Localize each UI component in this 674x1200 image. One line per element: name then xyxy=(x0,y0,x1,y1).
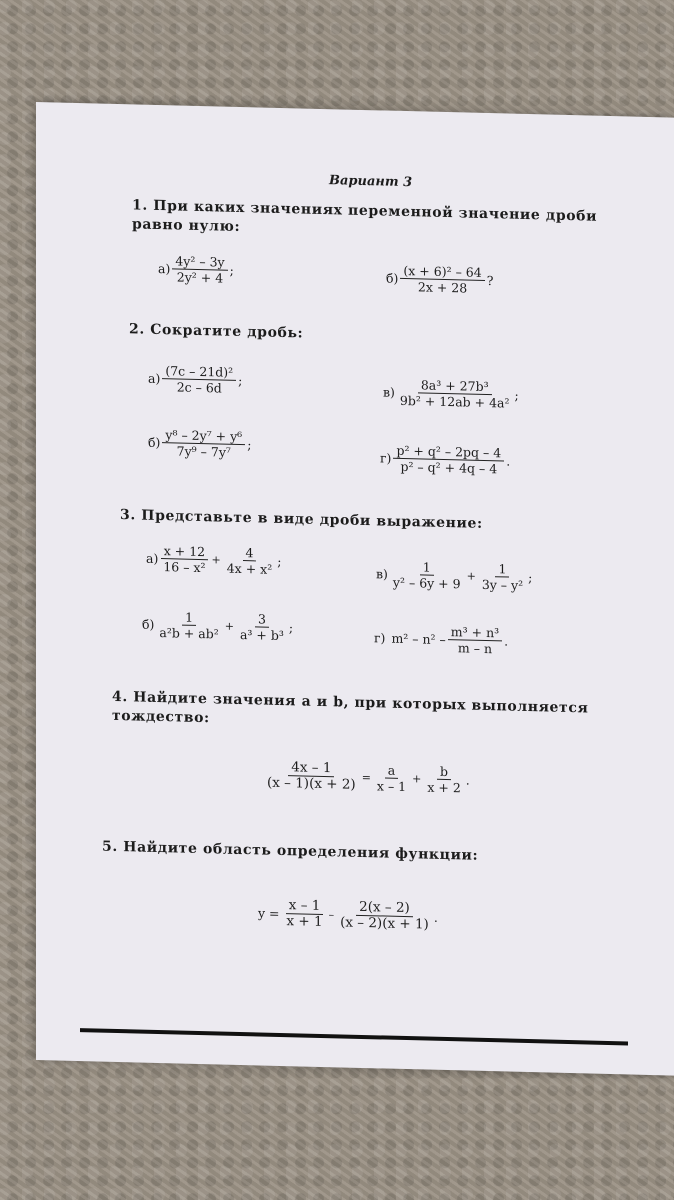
task-3v-operator: + xyxy=(466,569,476,583)
task-1b-end: ? xyxy=(486,273,494,289)
task-3b xyxy=(142,609,293,644)
task-2b-end: ; xyxy=(247,437,252,453)
task-1b xyxy=(386,263,493,297)
task-2a-end: ; xyxy=(238,372,243,389)
task-3a-numerator-2: 4 xyxy=(243,545,257,561)
task-3g-numerator: m³ + n³ xyxy=(448,624,502,641)
task-2a-label: а) xyxy=(148,370,161,387)
task-3v xyxy=(376,558,532,593)
task-4-fraction-2 xyxy=(374,762,409,794)
task-4-denominator-1: (x – 1)(x + 2) xyxy=(267,774,356,793)
task-4-numerator-2: a xyxy=(385,763,398,779)
task-3b-numerator-2: 3 xyxy=(255,611,269,627)
task-3v-end: ; xyxy=(528,570,533,586)
variant-title: Вариант 3 xyxy=(329,173,413,191)
task-2v-fraction xyxy=(397,377,513,411)
task-2b-fraction xyxy=(162,427,245,460)
task-2a-denominator: 2c – 6d xyxy=(176,379,222,396)
task-2a-fraction xyxy=(162,363,236,396)
task-3b-numerator-1: 1 xyxy=(182,610,196,626)
task-1a-label: а) xyxy=(158,260,171,277)
task-2g-fraction xyxy=(393,443,504,477)
task-3a-operator: + xyxy=(211,553,221,567)
task-1a xyxy=(158,253,234,286)
task-1a-denominator: 2y² + 4 xyxy=(176,269,224,286)
task-5-prefix: y = xyxy=(258,905,280,921)
task-2-text: 2. Сократите дробь: xyxy=(129,321,304,342)
task-4-identity xyxy=(262,756,470,796)
task-5-denominator-2: (x – 2)(x + 1) xyxy=(340,914,429,933)
task-3a-end: ; xyxy=(277,553,282,569)
task-1a-numerator: 4y² – 3y xyxy=(172,253,227,270)
task-2g-denominator: p² – q² + 4q – 4 xyxy=(400,458,498,477)
task-5-function xyxy=(258,897,438,932)
task-1b-fraction xyxy=(400,263,484,296)
task-2v-numerator: 8a³ + 27b³ xyxy=(418,377,492,395)
task-2a-numerator: (7c – 21d)² xyxy=(162,363,236,381)
task-2b-numerator: y⁸ – 2y⁷ + y⁶ xyxy=(162,427,245,445)
task-1a-end: ; xyxy=(229,262,234,278)
task-3v-fraction-2 xyxy=(479,561,526,593)
task-2b xyxy=(148,427,251,461)
bottom-rule xyxy=(80,1028,628,1045)
task-5-text: 5. Найдите область определения функции: xyxy=(102,838,479,864)
task-3b-operator: + xyxy=(224,619,234,633)
task-3v-denominator-1: y² – 6y + 9 xyxy=(392,574,461,592)
worksheet-paper xyxy=(36,102,674,1076)
task-4-denominator-2: x – 1 xyxy=(376,778,407,795)
task-2b-label: б) xyxy=(148,434,161,451)
task-3b-fraction-2 xyxy=(237,611,287,643)
task-3a-denominator-1: 16 – x² xyxy=(163,559,206,576)
task-3g-label: г) xyxy=(374,630,386,646)
task-2b-denominator: 7y⁹ – 7y⁷ xyxy=(176,443,231,460)
task-3g-fraction xyxy=(448,624,502,656)
task-5-numerator-2: 2(x – 2) xyxy=(356,900,413,917)
task-3b-end: ; xyxy=(288,620,294,636)
task-3b-denominator-2: a³ + b³ xyxy=(239,626,284,644)
task-4-fraction-1 xyxy=(264,760,359,793)
task-1b-denominator: 2x + 28 xyxy=(417,279,468,296)
task-3g-prefix: m² – n² – xyxy=(391,630,446,648)
task-4-denominator-3: x + 2 xyxy=(427,779,461,796)
task-5-numerator-1: x – 1 xyxy=(286,898,324,915)
task-2v-label: в) xyxy=(383,384,395,400)
task-3a-fraction-1 xyxy=(160,543,208,575)
task-4-numerator-1: 4x – 1 xyxy=(288,760,334,777)
task-4-operator: + xyxy=(412,772,422,786)
task-3v-label: в) xyxy=(376,566,388,582)
task-3b-label: б) xyxy=(142,616,155,632)
task-3a-numerator-1: x + 12 xyxy=(161,543,208,560)
task-3a-label: а) xyxy=(146,550,159,566)
task-1a-fraction xyxy=(172,253,227,285)
task-3b-fraction-1 xyxy=(156,609,221,642)
task-3v-denominator-2: 3y – y² xyxy=(481,576,524,593)
task-1b-label: б) xyxy=(386,270,399,286)
task-5-end: . xyxy=(433,909,438,925)
task-4-fraction-3 xyxy=(424,763,463,795)
task-5-fraction-2 xyxy=(337,899,432,932)
task-4-equals: = xyxy=(361,770,371,785)
task-2v xyxy=(383,376,519,410)
task-3v-numerator-1: 1 xyxy=(420,559,434,575)
task-1-text: 1. При каких значениях переменной значение дроби равно нулю: xyxy=(132,197,598,235)
task-3a-denominator-2: 4x + x² xyxy=(226,560,273,577)
task-3v-fraction-1 xyxy=(390,559,464,592)
task-3v-numerator-2: 1 xyxy=(495,561,509,577)
task-4-numerator-3: b xyxy=(437,764,451,780)
task-2v-denominator: 9b² + 12ab + 4a² xyxy=(399,392,510,411)
task-5-fraction-1 xyxy=(284,898,326,930)
task-3a-fraction-2 xyxy=(224,545,275,577)
task-2a xyxy=(148,363,242,396)
task-4-text: 4. Найдите значения a и b, при которых выполняется тождество: xyxy=(112,688,589,727)
task-5-operator: – xyxy=(328,908,335,922)
task-3-text: 3. Представьте в виде дроби выражение: xyxy=(120,507,483,532)
task-2g xyxy=(380,442,510,476)
task-2g-numerator: p² + q² – 2pq – 4 xyxy=(393,443,504,462)
task-3a xyxy=(146,543,281,577)
task-3g-denominator: m – n xyxy=(457,640,493,657)
task-3b-denominator-1: a²b + ab² xyxy=(159,625,219,642)
task-5-denominator-1: x + 1 xyxy=(286,913,323,931)
task-3g-end: . xyxy=(504,633,509,649)
task-4-end: . xyxy=(465,772,470,788)
task-3g xyxy=(374,622,508,656)
task-2v-end: ; xyxy=(514,387,519,403)
task-1b-numerator: (x + 6)² – 64 xyxy=(400,263,484,281)
task-2g-label: г) xyxy=(380,450,392,466)
task-2g-end: . xyxy=(506,453,511,469)
